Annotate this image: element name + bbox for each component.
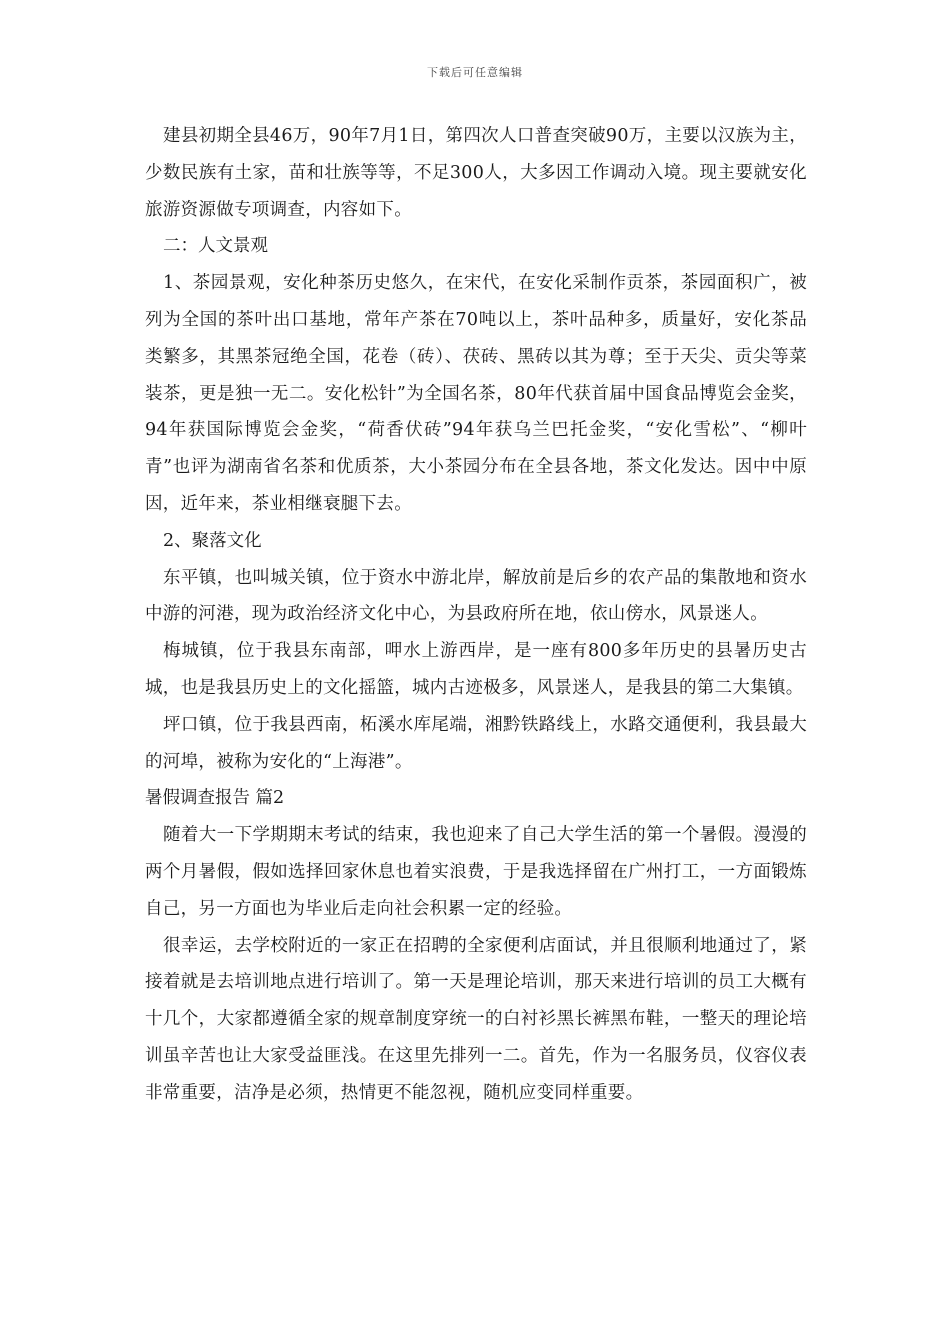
section-heading-settlement-culture: 2、聚落文化 <box>163 530 262 551</box>
paragraph-training: 很幸运，去学校附近的一家正在招聘的全家便利店面试，并且很顺利地通过了，紧接着就是去培训地点进行培训了。第一天是理论培训，那天来进行培训的员工大概有十几个，大家都遵循全家的规章制度穿统一的白衬衫黑长裤黑布鞋，一整天的理论培训虽辛苦也让大家受益匪浅。在这里先排列一二。首先，作为一名服务员，仪容仪表非常重要，洁净是必须，热情更不能忽视，随机应变同样重要。 <box>145 935 807 1103</box>
paragraph-pingkou-town: 坪口镇，位于我县西南，柘溪水库尾端，湘黔铁路线上，水路交通便利，我县最大的河埠，被称为安化的“上海港”。 <box>145 714 807 772</box>
page-header: 下载后可任意编辑 <box>427 66 523 79</box>
paragraph-population: 建县初期全县46万，90年7月1日，第四次人口普查突破90万，主要以汉族为主，少数民族有土家，苗和壮族等等，不足300人，大多因工作调动入境。现主要就安化旅游资源做专项调查，内容如下。 <box>145 126 807 220</box>
document-body <box>145 118 807 1112</box>
report-title-part-2: 暑假调查报告 篇2 <box>145 788 285 809</box>
section-heading-cultural-landscape: 二：人文景观 <box>163 236 268 257</box>
paragraph-summer-vacation: 随着大一下学期期末考试的结束，我也迎来了自己大学生活的第一个暑假。漫漫的两个月暑假，假如选择回家休息也着实浪费，于是我选择留在广州打工，一方面锻炼自己，另一方面也为毕业后走向社会积累一定的经验。 <box>145 825 807 919</box>
paragraph-tea-garden: 1、茶园景观，安化种茶历史悠久，在宋代，在安化采制作贡茶，茶园面积广，被列为全国的茶叶出口基地，常年产茶在70吨以上，茶叶品种多，质量好，安化茶品类繁多，其黑茶冠绝全国，花卷（砖）、茯砖、黑砖以其为尊；至于天尖、贡尖等菜装茶，更是独一无二。安化松针”为全国名茶，80年代获首届中国食品博览会金奖，94年获国际博览会金奖，“荷香伏砖”94年获乌兰巴托金奖，“安化雪松”、“柳叶青”也评为湖南省名茶和优质茶，大小茶园分布在全县各地，茶文化发达。因中中原因，近年来，茶业相继衰腿下去。 <box>145 273 807 514</box>
paragraph-dongping-town: 东平镇，也叫城关镇，位于资水中游北岸，解放前是后乡的农产品的集散地和资水中游的河港，现为政治经济文化中心，为县政府所在地，依山傍水，风景迷人。 <box>145 567 807 625</box>
paragraph-meicheng-town: 梅城镇，位于我县东南部，呷水上游西岸，是一座有800多年历史的县暑历史古城，也是我县历史上的文化摇篮，城内古迹极多，风景迷人，是我县的第二大集镇。 <box>145 641 807 698</box>
